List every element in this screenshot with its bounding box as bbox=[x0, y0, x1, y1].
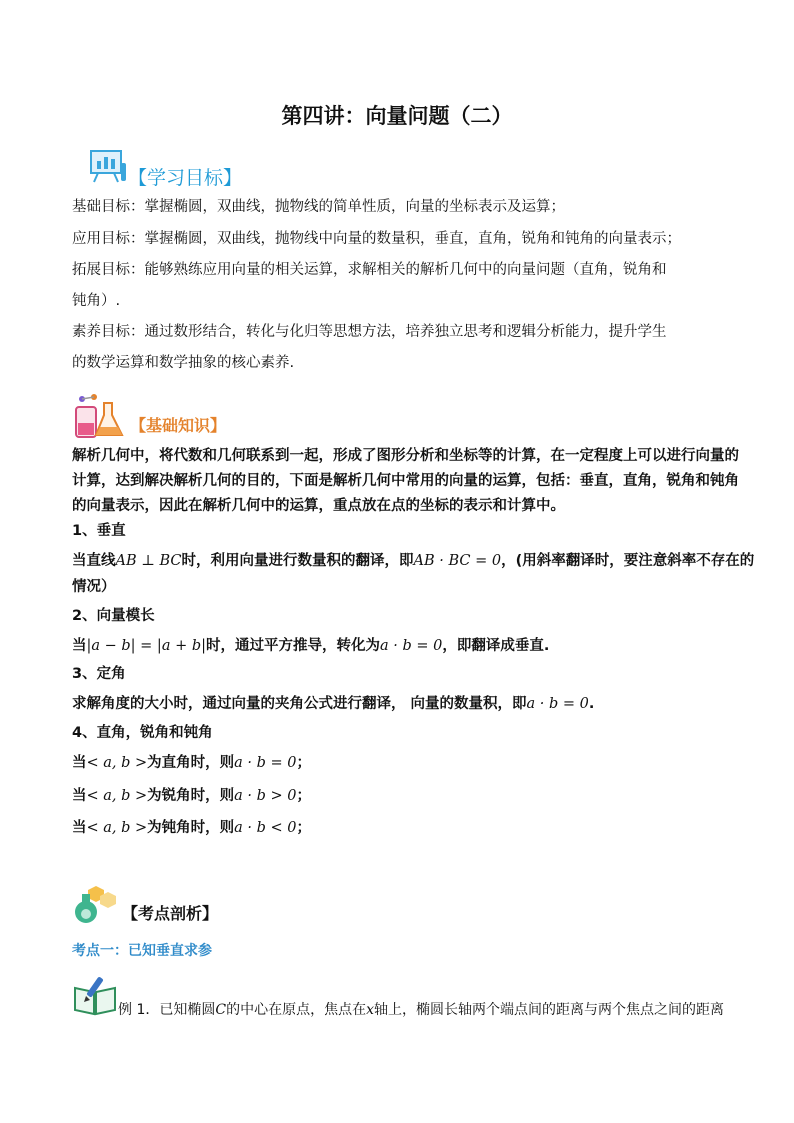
text-segment: . bbox=[588, 696, 595, 712]
math-inline: AB · BC = 0 bbox=[413, 553, 502, 569]
intro-line: 计算，达到解决解析几何的目的，下面是解析几何中常用的向量的运算，包括：垂直，直角，锐角和钝角 bbox=[72, 473, 739, 489]
hexagon-flask-icon bbox=[72, 884, 118, 926]
math-inline: < a, b > bbox=[86, 755, 148, 771]
section-label-goals: 【学习目标】 bbox=[128, 167, 243, 189]
intro-line: 解析几何中，将代数和几何联系到一起，形成了图形分析和坐标等的计算，在一定程度上可以进行向量的 bbox=[72, 448, 739, 464]
page-title: 第四讲：向量问题（二） bbox=[281, 103, 513, 128]
text-segment: 为钝角时，则 bbox=[147, 820, 235, 836]
text-segment: 的中心在原点，焦点在 bbox=[226, 1002, 367, 1018]
formula-line bbox=[72, 818, 311, 838]
formula-line bbox=[72, 636, 549, 656]
text-segment: 为直角时，则 bbox=[147, 755, 235, 771]
math-inline: x bbox=[366, 1002, 374, 1018]
text-segment: ，即翻译成垂直. bbox=[442, 638, 550, 654]
goal-line: 的数学运算和数学抽象的核心素养. bbox=[72, 355, 295, 371]
formula-line bbox=[72, 551, 754, 571]
text-segment: ，(用斜率翻译时，要注意斜率不存在的 bbox=[501, 553, 755, 569]
math-inline: AB ⊥ BC bbox=[115, 553, 182, 569]
formula-line bbox=[72, 694, 594, 714]
subsection-heading: 1、垂直 bbox=[72, 523, 126, 539]
formula-line bbox=[72, 753, 311, 773]
book-pen-icon bbox=[72, 974, 118, 1016]
math-inline: a · b > 0 bbox=[234, 788, 297, 804]
math-inline: C bbox=[215, 1002, 227, 1018]
text-segment: ； bbox=[296, 755, 312, 771]
text-line: 情况） bbox=[72, 579, 116, 595]
text-segment: 当 bbox=[72, 755, 87, 771]
text-segment: 时，通过平方推导，转化为 bbox=[206, 638, 380, 654]
text-segment: 时，利用向量进行数量积的翻译，即 bbox=[181, 553, 414, 569]
formula-line bbox=[72, 786, 311, 806]
section-label-analysis: 【考点剖析】 bbox=[122, 904, 219, 923]
math-inline: |a − b| = |a + b| bbox=[86, 638, 206, 654]
text-segment: 当 bbox=[72, 788, 87, 804]
text-segment: 例 1．已知椭圆 bbox=[118, 1002, 216, 1018]
chemistry-flask-icon bbox=[74, 393, 126, 443]
text-segment: 求解角度的大小时，通过向量的夹角公式进行翻译， 向量的数量积，即 bbox=[72, 696, 527, 712]
text-segment: 当直线 bbox=[72, 553, 116, 569]
presentation-board-icon bbox=[88, 147, 128, 183]
topic-heading: 考点一：已知垂直求参 bbox=[72, 943, 212, 959]
math-inline: < a, b > bbox=[86, 820, 148, 836]
text-segment: 轴上，椭圆长轴两个端点间的距离与两个焦点之间的距离 bbox=[373, 1002, 724, 1018]
goal-line: 基础目标：掌握椭圆，双曲线，抛物线的简单性质，向量的坐标表示及运算； bbox=[72, 199, 565, 215]
subsection-heading: 2、向量模长 bbox=[72, 608, 155, 624]
goal-line: 应用目标：掌握椭圆，双曲线，抛物线中向量的数量积，垂直，直角，锐角和钝角的向量表示； bbox=[72, 231, 681, 247]
math-inline: a · b < 0 bbox=[234, 820, 297, 836]
intro-line: 的向量表示，因此在解析几何中的运算，重点放在点的坐标的表示和计算中。 bbox=[72, 498, 565, 514]
math-inline: a · b = 0 bbox=[380, 638, 443, 654]
example-line bbox=[118, 1000, 724, 1020]
section-label-basics: 【基础知识】 bbox=[130, 416, 227, 435]
text-segment: 当 bbox=[72, 638, 87, 654]
subsection-heading: 4、直角，锐角和钝角 bbox=[72, 725, 213, 741]
text-segment: 为锐角时，则 bbox=[147, 788, 235, 804]
goal-line: 钝角）. bbox=[72, 293, 121, 309]
subsection-heading: 3、定角 bbox=[72, 666, 126, 682]
text-segment: ； bbox=[296, 788, 312, 804]
math-inline: a · b = 0 bbox=[234, 755, 297, 771]
goal-line: 素养目标：通过数形结合，转化与化归等思想方法，培养独立思考和逻辑分析能力，提升学生 bbox=[72, 324, 667, 340]
text-segment: 当 bbox=[72, 820, 87, 836]
text-segment: ； bbox=[296, 820, 312, 836]
goal-line: 拓展目标：能够熟练应用向量的相关运算，求解相关的解析几何中的向量问题（直角，锐角和 bbox=[72, 262, 667, 278]
math-inline: < a, b > bbox=[86, 788, 148, 804]
math-inline: a · b = 0 bbox=[526, 696, 589, 712]
